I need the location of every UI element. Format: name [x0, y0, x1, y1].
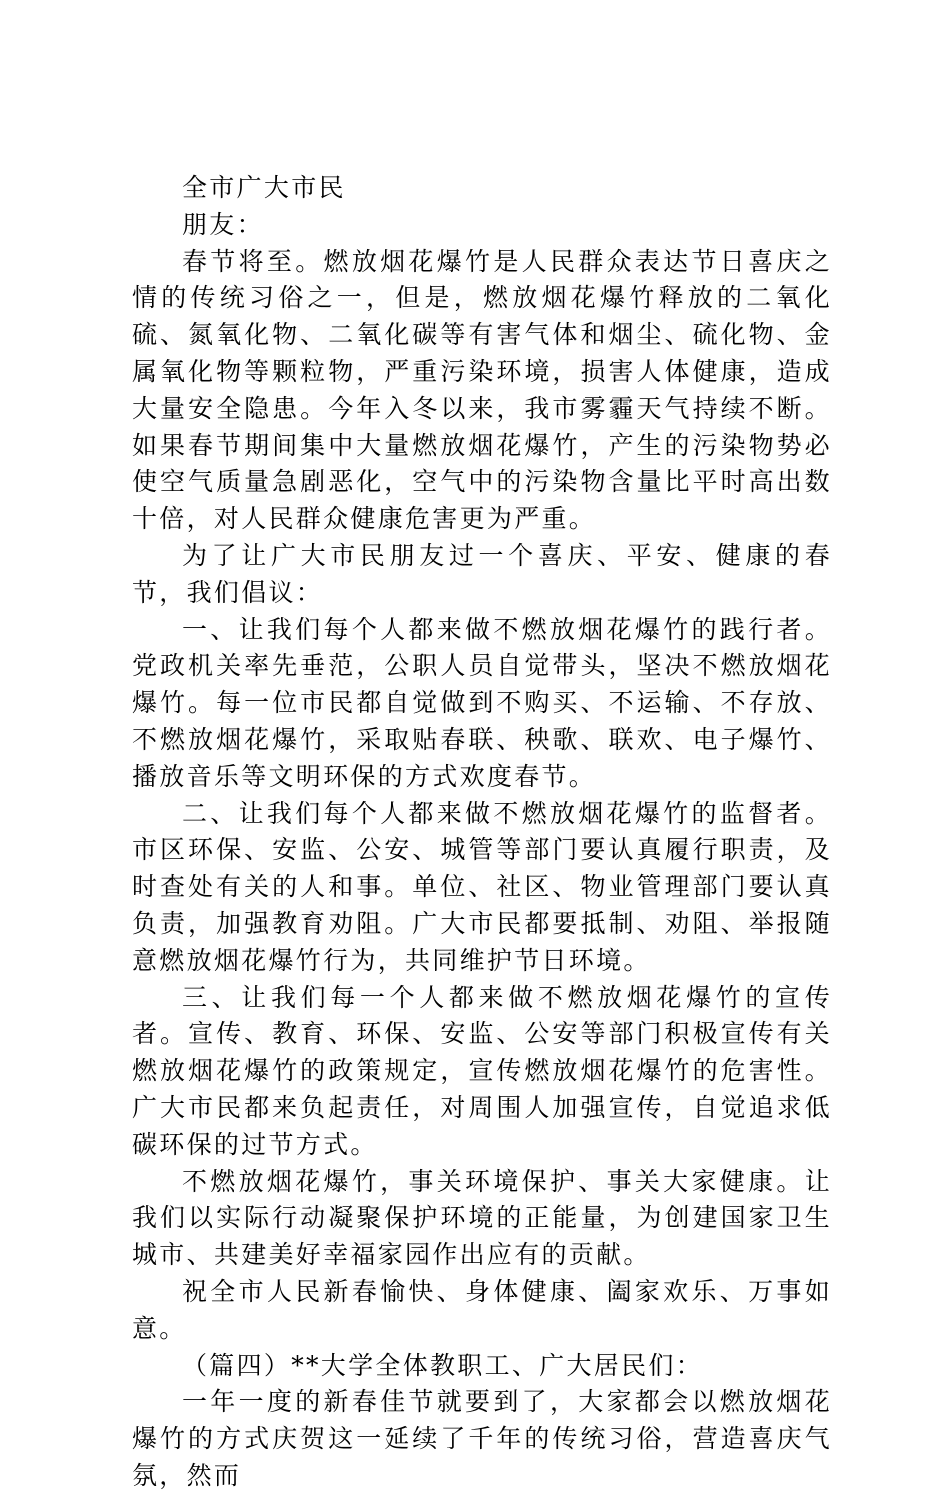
- section-heading-part4: （篇四）**大学全体教职工、广大居民们：: [182, 1350, 704, 1380]
- paragraph-wishes: 祝全市人民新春愉快、身体健康、阖家欢乐、万事如意。: [132, 1276, 832, 1343]
- document-body: [132, 170, 832, 1495]
- paragraph-intro: 春节将至。燃放烟花爆竹是人民群众表达节日喜庆之情的传统习俗之一，但是，燃放烟花爆竹释放的二氧化硫、氮氧化物、二氧化碳等有害气体和烟尘、硫化物、金属氧化物等颗粒物，严重污染环境，损害人体健康，造成大量安全隐患。今年入冬以来，我市雾霾天气持续不断。如果春节期间集中大量燃放烟花爆竹，产生的污染物势必使空气质量急剧恶化，空气中的污染物含量比平时高出数十倍，对人民群众健康危害更为严重。: [132, 246, 832, 534]
- salutation-line-2: 朋友：: [182, 209, 264, 239]
- salutation-line-1: 全市广大市民: [182, 173, 346, 202]
- paragraph-conclusion: 不燃放烟花爆竹，事关环境保护、事关大家健康。让我们以实际行动凝聚保护环境的正能量，为创建国家卫生城市、共建美好幸福家园作出应有的贡献。: [132, 1166, 832, 1270]
- paragraph-item-3: 三、让我们每一个人都来做不燃放烟花爆竹的宣传者。宣传、教育、环保、安监、公安等部门积极宣传有关燃放烟花爆竹的政策规定，宣传燃放烟花爆竹的危害性。广大市民都来负起责任，对周围人加强宣传，自觉追求低碳环保的过节方式。: [132, 982, 832, 1159]
- paragraph-item-1: 一、让我们每个人都来做不燃放烟花爆竹的践行者。党政机关率先垂范，公职人员自觉带头，坚决不燃放烟花爆竹。每一位市民都自觉做到不购买、不运输、不存放、不燃放烟花爆竹，采取贴春联、秧歌、联欢、电子爆竹、播放音乐等文明环保的方式欢度春节。: [132, 614, 832, 791]
- paragraph-item-2: 二、让我们每个人都来做不燃放烟花爆竹的监督者。市区环保、安监、公安、城管等部门要认真履行职责，及时查处有关的人和事。单位、社区、物业管理部门要认真负责，加强教育劝阻。广大市民都要抵制、劝阻、举报随意燃放烟花爆竹行为，共同维护节日环境。: [132, 798, 832, 975]
- paragraph-part4-intro: 一年一度的新春佳节就要到了，大家都会以燃放烟花爆竹的方式庆贺这一延续了千年的传统习俗，营造喜庆气氛，然而: [132, 1387, 832, 1490]
- paragraph-proposal: 为了让广大市民朋友过一个喜庆、平安、健康的春节，我们倡议：: [132, 540, 832, 607]
